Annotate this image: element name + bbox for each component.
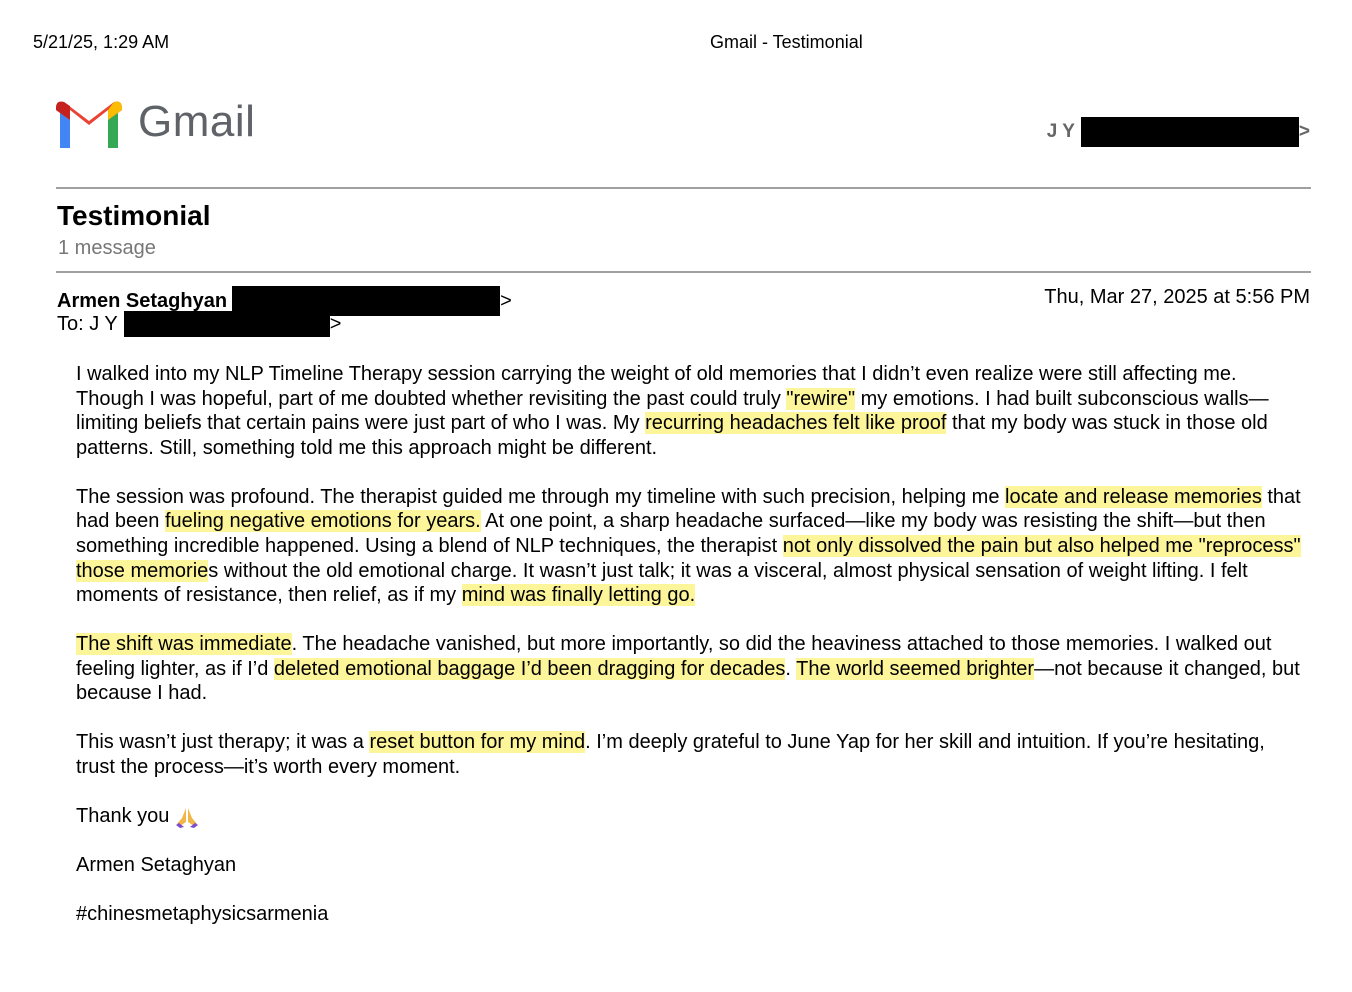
print-page-title: Gmail - Testimonial — [710, 32, 863, 52]
body-text: At one point, a sharp headache surfaced—like my body was resisting the shift—but then something incredible happened. Using a blend of NLP techniques, the therapist — [76, 510, 1266, 557]
body-text: . — [785, 657, 797, 680]
message-paragraphs — [76, 362, 1306, 779]
divider — [56, 271, 1311, 273]
body-paragraph — [76, 730, 1306, 779]
highlighted-text: locate and release memories — [1005, 485, 1262, 508]
folded-hands-icon — [175, 806, 199, 828]
account-suffix: > — [1298, 121, 1310, 142]
body-text: that my body was stuck in those old patterns. Still, something told me this approach might be different. — [76, 412, 1268, 459]
signoff-text: Thank you — [76, 804, 170, 827]
body-text: my emotions. I had built subconscious walls—limiting beliefs that certain pains were just part of who I was. My — [76, 387, 1269, 435]
body-paragraph — [76, 632, 1306, 706]
body-text: that had been — [76, 485, 1301, 533]
hashtag: #chinesmetaphysicsarmenia — [76, 902, 329, 925]
body-text: The session was profound. The therapist guided me through my timeline with such precision, helping me — [76, 485, 1006, 508]
highlighted-text: not only dissolved the pain but also helped me "reprocess" those memorie — [76, 534, 1301, 582]
message-body — [76, 362, 1306, 951]
highlighted-text: The shift was immediate — [76, 633, 292, 656]
body-text: —not because it changed, but because I had. — [76, 657, 1300, 705]
highlighted-text: fueling negative emotions for years. — [164, 510, 481, 533]
body-text: . The headache vanished, but more importantly, so did the heaviness attached to those memories. I walked out feeling lighter, as if I’d — [76, 633, 1272, 680]
sender-name: Armen Setaghyan — [57, 289, 228, 312]
recipient-label: To: J Y — [57, 312, 118, 335]
recipient-suffix: > — [329, 312, 342, 335]
message-date: Thu, Mar 27, 2025 at 5:56 PM — [1044, 286, 1310, 308]
redacted-email — [124, 311, 330, 337]
highlighted-text: deleted emotional baggage I’d been dragging for decades — [273, 657, 786, 680]
print-date: 5/21/25, 1:29 AM — [33, 32, 170, 52]
highlighted-text: The world seemed brighter — [796, 657, 1035, 680]
recipient — [57, 311, 341, 337]
redacted-email — [1081, 117, 1299, 147]
body-text: . I’m deeply grateful to June Yap for her skill and intuition. If you’re hesitating, trust the process—it’s worth every moment. — [76, 731, 1265, 778]
gmail-wordmark: Gmail — [138, 97, 256, 146]
sender-suffix: > — [500, 289, 512, 312]
message-count: 1 message — [58, 237, 156, 259]
body-text: This wasn’t just therapy; it was a — [76, 731, 370, 754]
highlighted-text: recurring headaches felt like proof — [645, 412, 947, 435]
body-paragraph — [76, 485, 1306, 608]
body-text: I walked into my NLP Timeline Therapy session carrying the weight of old memories that I didn’t even realize were still affecting me. Though I was hopeful, part of me doubted whether revisiting the past could truly — [76, 363, 1237, 410]
body-text: s without the old emotional charge. It wasn’t just talk; it was a visceral, almost physical sensation of weight lifting. I felt moments of resistance, then relief, as if my — [76, 559, 1248, 607]
divider — [56, 187, 1311, 189]
highlighted-text: "rewire" — [786, 387, 856, 410]
highlighted-text: reset button for my mind — [369, 731, 586, 754]
account-name: J Y — [1046, 121, 1075, 142]
highlighted-text: mind was finally letting go. — [461, 584, 696, 607]
body-paragraph — [76, 362, 1306, 460]
account-email — [1047, 117, 1310, 147]
signature: Armen Setaghyan — [76, 853, 237, 876]
signoff — [76, 804, 1306, 829]
gmail-m-icon — [56, 100, 122, 148]
thread-subject: Testimonial — [57, 200, 211, 231]
